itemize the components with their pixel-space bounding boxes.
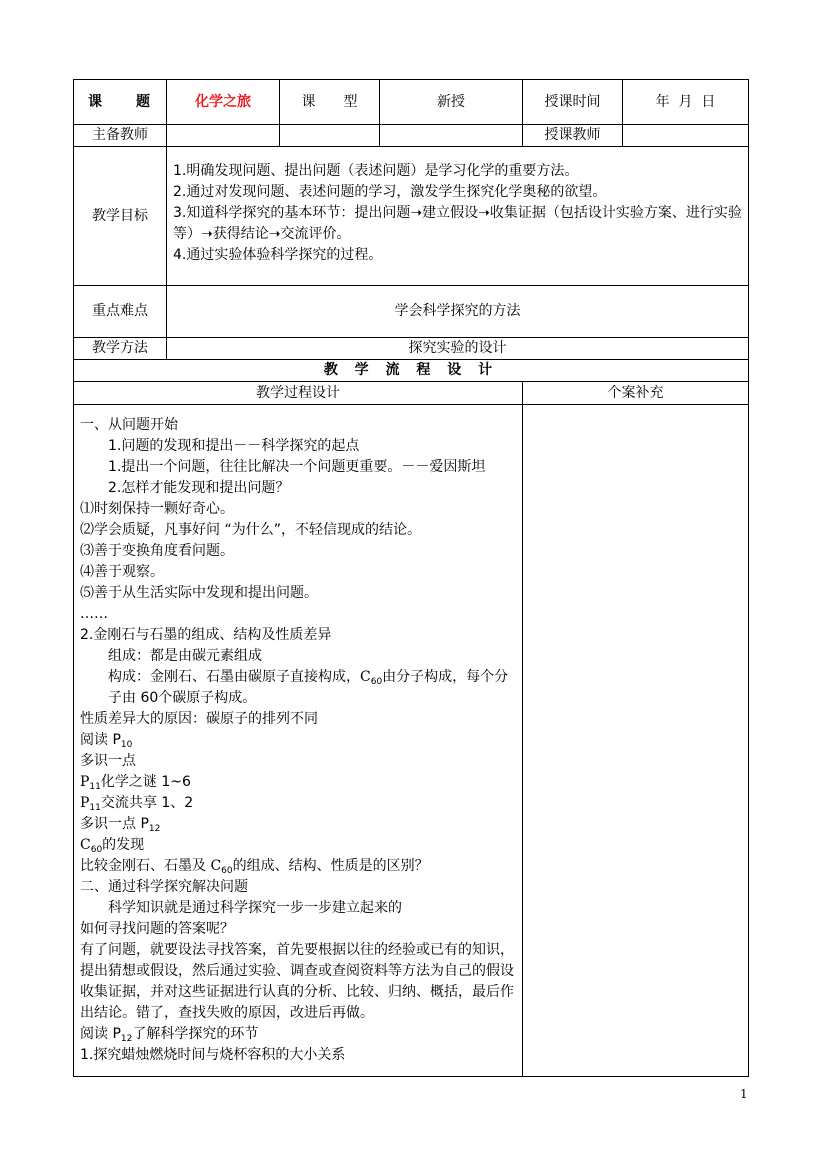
goals-content (167, 147, 749, 286)
topic-value: 化学之旅 (167, 80, 280, 125)
text-line (80, 835, 516, 856)
text-line: 一、从问题开始 (80, 417, 178, 433)
row-topic (74, 80, 749, 125)
row-flow-body (74, 405, 749, 1077)
topic-label: 课 题 (74, 80, 167, 125)
goal-item: 4.通过实验体验科学探究的过程。 (173, 247, 383, 263)
text-line: 二、通过科学探究解决问题 (80, 879, 248, 895)
goal-item: 3.知道科学探究的基本环节：提出问题➝建立假设➝收集证据（包括设计实验方案、进行实验等）➝获得结论➝交流评价。 (173, 205, 742, 242)
row-flow-columns (74, 382, 749, 405)
text-fragment: 多识一点 P (80, 816, 149, 832)
row-method (74, 338, 749, 360)
time-label: 授课时间 (523, 80, 623, 125)
subscript: 60 (90, 845, 103, 855)
text-fragment: 阅读 P (80, 1026, 121, 1042)
text-line: 多识一点 (80, 753, 136, 769)
subscript: 60 (221, 866, 233, 876)
text-fragment: 阅读 P (80, 732, 121, 748)
row-goals (74, 147, 749, 286)
text-line: 1.探究蜡烛燃烧时间与烧杯容积的大小关系 (80, 1047, 346, 1063)
formula-c: C (360, 669, 371, 685)
notes-content (523, 405, 749, 1077)
text-fragment: 由分子构成，每个分子由 60个碳原子构成。 (108, 669, 509, 706)
text-line: ⑵学会质疑，凡事好问 “为什么”，不轻信现成的结论。 (80, 522, 421, 538)
text-line: 1.问题的发现和提出－－科学探究的起点 (108, 438, 360, 454)
text-line: 组成：都是由碳元素组成 (108, 648, 262, 664)
text-line (80, 1024, 516, 1045)
text-line: 性质差异大的原因：碳原子的排列不同 (80, 711, 318, 727)
formula-c: C (80, 837, 91, 853)
text-line: ⑸善于从生活实际中发现和提出问题。 (80, 585, 318, 601)
subscript: 12 (120, 1034, 133, 1044)
text-line (80, 793, 516, 814)
subscript: 12 (148, 824, 161, 834)
text-line: 如何寻找问题的答案呢？ (80, 921, 234, 937)
method-label: 教学方法 (74, 338, 167, 360)
teach-teacher-label: 授课教师 (523, 125, 623, 147)
text-fragment: 的发现 (102, 837, 145, 853)
text-fragment: 交流共享 1、2 (100, 795, 194, 811)
text-line (80, 667, 516, 709)
text-line (80, 772, 516, 793)
prep-teacher-label: 主备教师 (74, 125, 167, 147)
text-fragment: 构成：金刚石、石墨由碳原子直接构成， (108, 669, 360, 685)
text-line: ⑴时刻保持一颗好奇心。 (80, 501, 234, 517)
text-line (80, 856, 516, 877)
type-value: 新授 (380, 80, 523, 125)
row-flow-title (74, 360, 749, 382)
row-key-points (74, 286, 749, 338)
lesson-plan-table (73, 79, 749, 1077)
text-line: 2.金刚石与石墨的组成、结构及性质差异 (80, 627, 332, 643)
subscript: 10 (120, 740, 133, 750)
text-line: 1.提出一个问题，往往比解决一个问题更重要。－－爱因斯坦 (108, 459, 486, 475)
page-ref: P (80, 774, 90, 790)
process-content (74, 405, 523, 1077)
time-value: 年 月 日 (623, 80, 749, 125)
text-paragraph: 有了问题，就要设法寻找答案，首先要根据以往的经验或已有的知识，提出猜想或假设，然后通过实验、调查或查阅资料等方法为自己的假设收集证据，并对这些证据进行认真的分析、比较、归纳、概括，最后作出结论。错了，查找失败的原因，改进后再做。 (80, 942, 514, 1021)
text-line: ⑶善于变换角度看问题。 (80, 543, 234, 559)
text-line (80, 730, 516, 751)
text-fragment: 比较金刚石、石墨及 (80, 858, 211, 874)
key-points-value: 学会科学探究的方法 (167, 286, 749, 338)
subscript: 11 (89, 803, 101, 813)
blank-cell (280, 125, 380, 147)
text-fragment: 的组成、结构、性质是的区别？ (232, 858, 429, 874)
teach-teacher-value (623, 125, 749, 147)
text-line: 2.怎样才能发现和提出问题？ (108, 480, 290, 496)
text-line: …… (80, 606, 108, 622)
process-column-header: 教学过程设计 (74, 382, 523, 405)
text-fragment: 了解科学探究的环节 (132, 1026, 259, 1042)
text-line: 科学知识就是通过科学探究一步一步建立起来的 (108, 900, 402, 916)
formula-c: C (210, 858, 222, 874)
key-points-label: 重点难点 (74, 286, 167, 338)
page-number: 1 (740, 1087, 748, 1101)
goal-item: 1.明确发现问题、提出问题（表述问题）是学习化学的重要方法。 (173, 163, 579, 179)
text-fragment: 化学之谜 1~6 (100, 774, 191, 790)
prep-teacher-value (167, 125, 280, 147)
page-ref: P (80, 795, 90, 811)
subscript: 60 (370, 677, 383, 687)
notes-column-header: 个案补充 (523, 382, 749, 405)
type-label: 课 型 (280, 80, 380, 125)
flow-title: 教 学 流 程 设 计 (74, 360, 749, 382)
method-value: 探究实验的设计 (167, 338, 749, 360)
row-teachers (74, 125, 749, 147)
blank-cell (380, 125, 523, 147)
subscript: 11 (89, 782, 101, 792)
goals-label: 教学目标 (74, 147, 167, 286)
text-line: ⑷善于观察。 (80, 564, 164, 580)
goal-item: 2.通过对发现问题、表述问题的学习，激发学生探究化学奥秘的欲望。 (173, 184, 607, 200)
text-line (80, 814, 516, 835)
